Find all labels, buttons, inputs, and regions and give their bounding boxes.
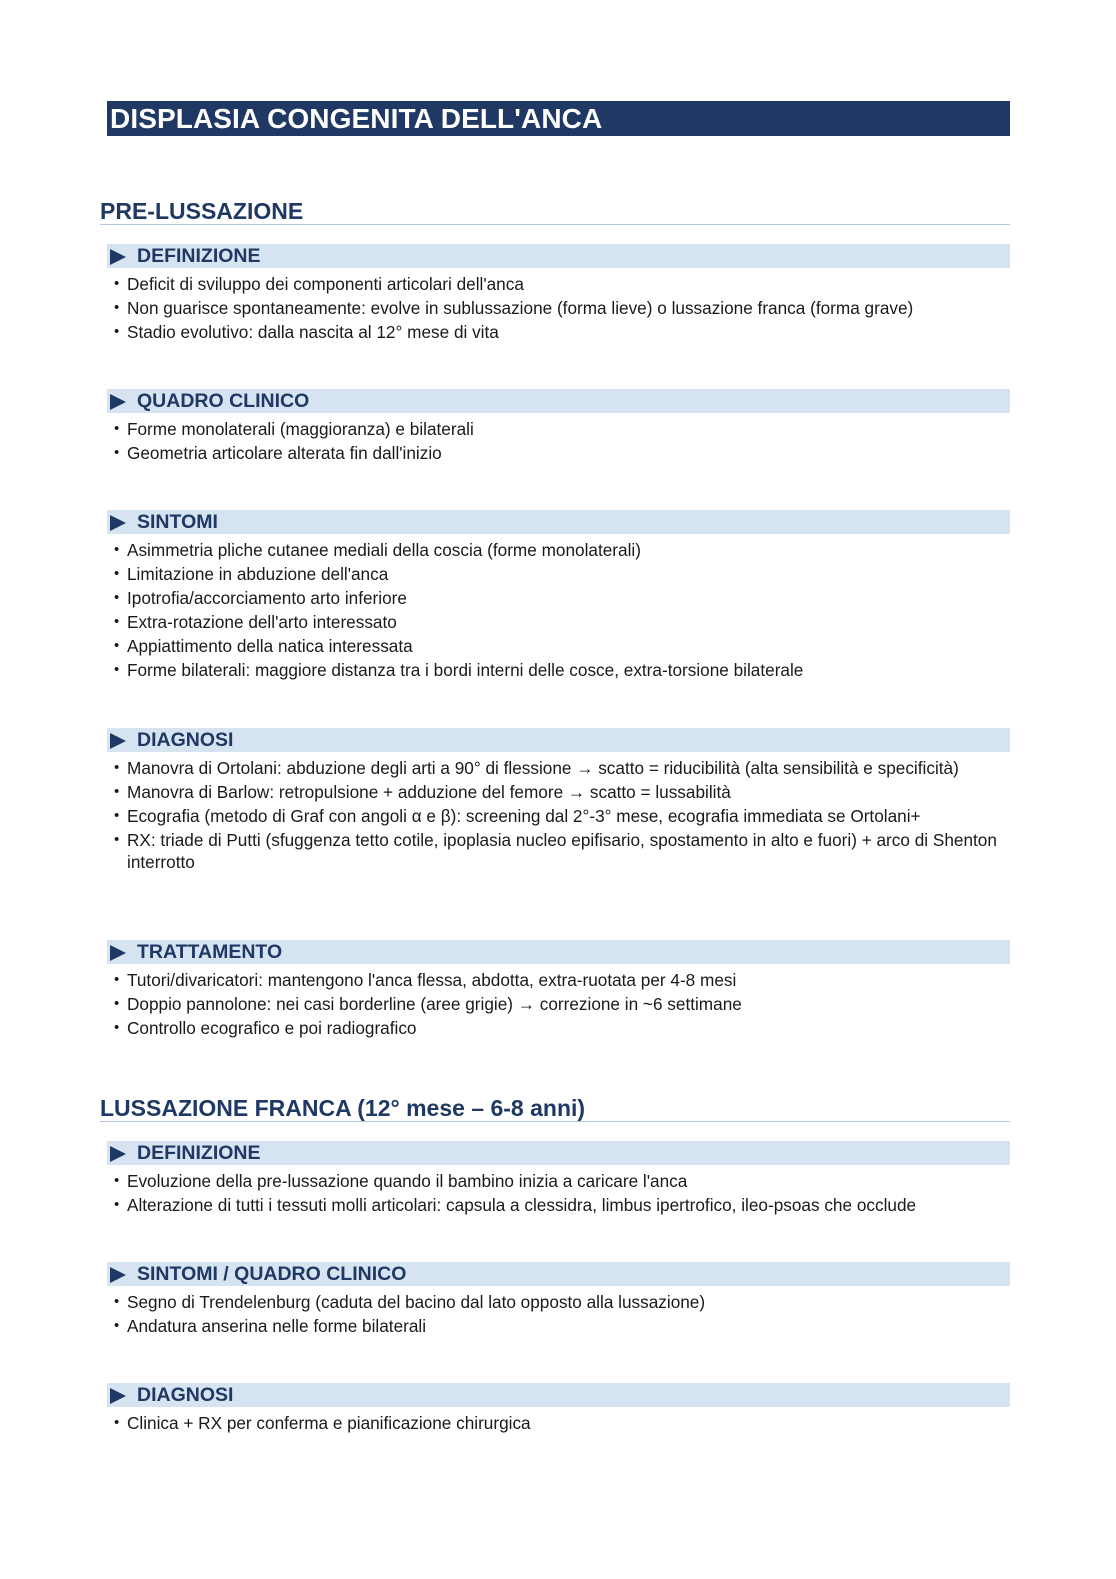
section-diagnosi-2: [107, 1383, 1010, 1436]
section-sintomi-quadro-clinico: [107, 1262, 1010, 1339]
section-title: TRATTAMENTO: [137, 941, 283, 963]
list-item: • Appiattimento della natica interessata: [107, 635, 1012, 657]
list-item: • Forme bilaterali: maggiore distanza tra i bordi interni delle cosce, extra-torsione bilaterale: [107, 659, 1012, 681]
list-item: • Geometria articolare alterata fin dall'inizio: [107, 442, 1012, 464]
play-triangle-icon: [110, 515, 126, 531]
play-triangle-icon: [110, 1267, 126, 1283]
section-title: DEFINIZIONE: [137, 245, 261, 267]
section-definizione: [107, 244, 1010, 345]
list-item: • Andatura anserina nelle forme bilaterali: [107, 1315, 1012, 1337]
list-item: • Segno di Trendelenburg (caduta del bacino dal lato opposto alla lussazione): [107, 1291, 1012, 1313]
bullet-list: [107, 1291, 1010, 1337]
section-header: [107, 244, 1010, 268]
list-item: • Manovra di Barlow: retropulsione + adduzione del femore → scatto = lussabilità: [107, 781, 1012, 803]
bullet-list: [107, 969, 1010, 1039]
section-diagnosi: [107, 728, 1010, 875]
play-triangle-icon: [110, 733, 126, 749]
section-header: [107, 728, 1010, 752]
section-title: QUADRO CLINICO: [137, 390, 310, 412]
section-header: [107, 1383, 1010, 1407]
section-title: SINTOMI / QUADRO CLINICO: [137, 1263, 407, 1285]
bullet-list: [107, 539, 1010, 681]
list-item: • Tutori/divaricatori: mantengono l'anca flessa, abdotta, extra-ruotata per 4-8 mesi: [107, 969, 1012, 991]
bullet-list: [107, 273, 1010, 343]
section-quadro-clinico: [107, 389, 1010, 466]
section-header: [107, 1141, 1010, 1165]
bullet-list: [107, 1170, 1010, 1216]
bullet-list: [107, 757, 1010, 873]
list-item: • Clinica + RX per conferma e pianificazione chirurgica: [107, 1412, 1012, 1434]
list-item: • Manovra di Ortolani: abduzione degli arti a 90° di flessione → scatto = riducibilità (alta sensibilità e specificità): [107, 757, 1012, 779]
play-triangle-icon: [110, 945, 126, 961]
section-header: [107, 1262, 1010, 1286]
list-item: • Non guarisce spontaneamente: evolve in sublussazione (forma lieve) o lussazione franca (forma grave): [107, 297, 1012, 319]
list-item: • RX: triade di Putti (sfuggenza tetto cotile, ipoplasia nucleo epifisario, spostamento in alto e fuori) + arco di Shenton interrotto: [107, 829, 1012, 873]
section-sintomi: [107, 510, 1010, 683]
part-heading-pre-lussazione: PRE-LUSSAZIONE: [100, 199, 1010, 225]
section-trattamento: [107, 940, 1010, 1041]
list-item: • Forme monolaterali (maggioranza) e bilaterali: [107, 418, 1012, 440]
section-title: DIAGNOSI: [137, 1384, 234, 1406]
bullet-list: [107, 1412, 1010, 1434]
list-item: • Limitazione in abduzione dell'anca: [107, 563, 1012, 585]
section-header: [107, 940, 1010, 964]
section-title: DIAGNOSI: [137, 729, 234, 751]
list-item: • Stadio evolutivo: dalla nascita al 12° mese di vita: [107, 321, 1012, 343]
document-title: DISPLASIA CONGENITA DELL'ANCA: [107, 101, 1010, 136]
section-header: [107, 510, 1010, 534]
play-triangle-icon: [110, 1146, 126, 1162]
list-item: • Alterazione di tutti i tessuti molli articolari: capsula a clessidra, limbus ipertrofico, ileo-psoas che occlude: [107, 1194, 1012, 1216]
list-item: • Deficit di sviluppo dei componenti articolari dell'anca: [107, 273, 1012, 295]
list-item: • Controllo ecografico e poi radiografico: [107, 1017, 1012, 1039]
part-heading-lussazione-franca: LUSSAZIONE FRANCA (12° mese – 6-8 anni): [100, 1096, 1010, 1122]
section-header: [107, 389, 1010, 413]
bullet-list: [107, 418, 1010, 464]
section-title: SINTOMI: [137, 511, 218, 533]
list-item: • Ipotrofia/accorciamento arto inferiore: [107, 587, 1012, 609]
section-definizione-2: [107, 1141, 1010, 1218]
list-item: • Ecografia (metodo di Graf con angoli α e β): screening dal 2°-3° mese, ecografia immediata se Ortolani+: [107, 805, 1012, 827]
list-item: • Doppio pannolone: nei casi borderline (aree grigie) → correzione in ~6 settimane: [107, 993, 1012, 1015]
play-triangle-icon: [110, 394, 126, 410]
list-item: • Evoluzione della pre-lussazione quando il bambino inizia a caricare l'anca: [107, 1170, 1012, 1192]
play-triangle-icon: [110, 249, 126, 265]
section-title: DEFINIZIONE: [137, 1142, 261, 1164]
list-item: • Extra-rotazione dell'arto interessato: [107, 611, 1012, 633]
play-triangle-icon: [110, 1388, 126, 1404]
list-item: • Asimmetria pliche cutanee mediali della coscia (forme monolaterali): [107, 539, 1012, 561]
